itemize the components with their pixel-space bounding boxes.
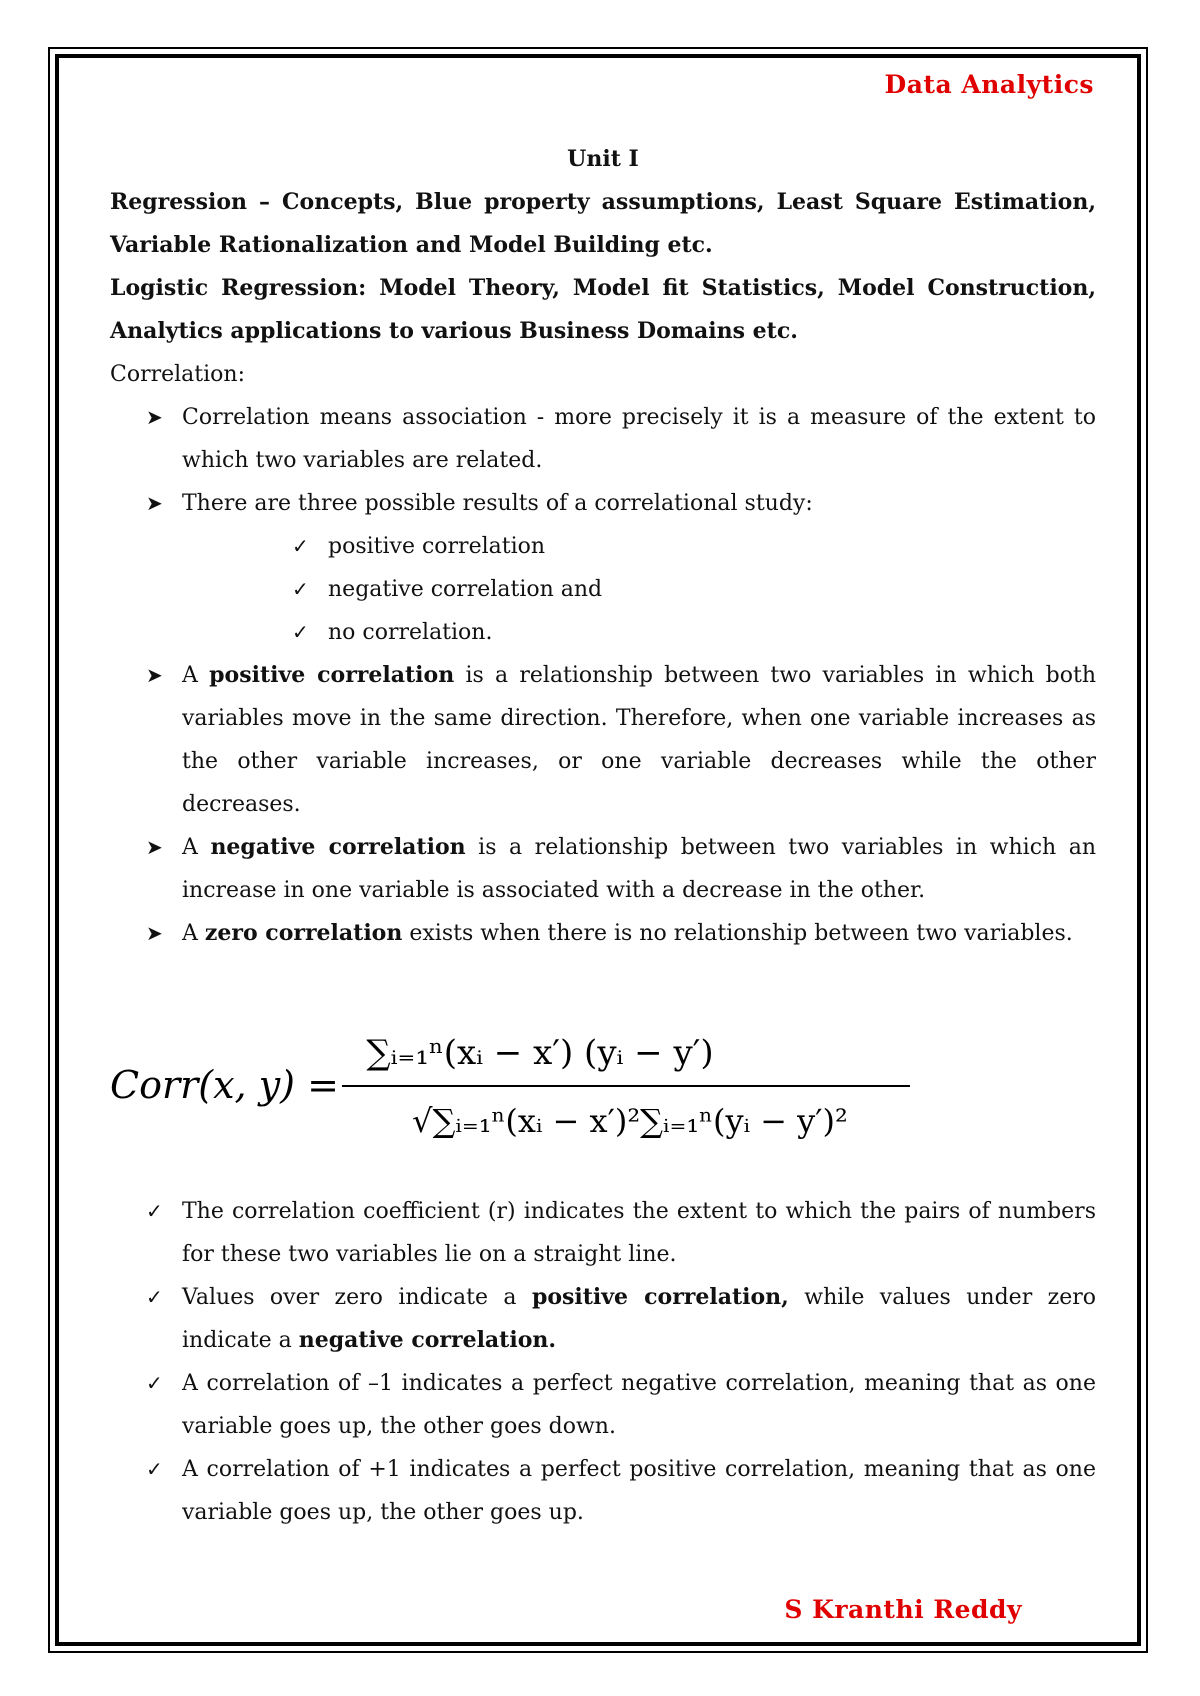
checkmark-icon: ✓ xyxy=(292,534,309,558)
term-positive-correlation: positive correlation xyxy=(209,662,455,688)
sub-bullet-item xyxy=(110,525,1096,568)
note-item xyxy=(110,1190,1096,1276)
notes-section xyxy=(110,1190,1096,1534)
bullet-item xyxy=(110,826,1096,912)
term-positive-correlation: positive correlation, xyxy=(531,1284,789,1310)
note-item xyxy=(110,1448,1096,1534)
sub-bullet-text: positive correlation xyxy=(328,534,546,559)
note-text: A correlation of +1 indicates a perfect positive correlation, meaning that as one variable goes up, the other goes up. xyxy=(182,1457,1096,1525)
bullet-item xyxy=(110,482,1096,525)
term-negative-correlation: negative correlation. xyxy=(298,1327,557,1353)
term-negative-correlation: negative correlation xyxy=(210,834,466,860)
arrow-bullet-icon: ➤ xyxy=(146,405,163,429)
sub-bullet-item xyxy=(110,568,1096,611)
logistic-heading-line2: Analytics applications to various Business Domains etc. xyxy=(110,318,798,344)
checkmark-icon: ✓ xyxy=(292,620,309,644)
checkmark-icon: ✓ xyxy=(146,1457,163,1481)
footer-author: S Kranthi Reddy xyxy=(784,1595,1022,1624)
formula-numerator: ∑ᵢ₌₁ⁿ(xᵢ − x′) (yᵢ − y′) xyxy=(366,1033,714,1073)
sub-bullet-text: no correlation. xyxy=(328,620,493,645)
bullet-item xyxy=(110,396,1096,482)
bullet-text: A positive correlation is a relationship between two variables in which both variables move in the same direction. Therefore, when one variable increases as the other variable increases, or one variable decreases while the other decreases. xyxy=(182,662,1096,817)
correlation-formula xyxy=(110,1010,930,1170)
checkmark-icon: ✓ xyxy=(146,1199,163,1223)
bullet-text: Correlation means association - more precisely it is a measure of the extent to which two variables are related. xyxy=(182,405,1096,473)
formula-lhs: Corr(x, y) = xyxy=(110,1063,339,1107)
logistic-heading-line1: Logistic Regression: Model Theory, Model fit Statistics, Model Construction, xyxy=(110,275,1096,301)
document-body xyxy=(110,138,1096,955)
term-zero-correlation: zero correlation xyxy=(204,920,403,946)
note-text: Values over zero indicate a positive correlation, while values under zero indicate a negative correlation. xyxy=(182,1284,1097,1353)
bullet-item xyxy=(110,912,1096,955)
formula-denominator: √∑ᵢ₌₁ⁿ(xᵢ − x′)²∑ᵢ₌₁ⁿ(yᵢ − y′)² xyxy=(412,1102,848,1140)
bullet-text: There are three possible results of a correlational study: xyxy=(182,491,813,516)
bullet-item xyxy=(110,654,1096,826)
section-label: Correlation: xyxy=(110,362,245,387)
note-text: A correlation of –1 indicates a perfect negative correlation, meaning that as one variable goes up, the other goes down. xyxy=(182,1371,1096,1439)
regression-heading-line2: Variable Rationalization and Model Building etc. xyxy=(110,232,713,258)
arrow-bullet-icon: ➤ xyxy=(146,663,163,687)
bullet-text: A negative correlation is a relationship between two variables in which an increase in one variable is associated with a decrease in the other. xyxy=(182,834,1097,903)
bullet-text: A zero correlation exists when there is no relationship between two variables. xyxy=(182,920,1073,946)
arrow-bullet-icon: ➤ xyxy=(146,491,163,515)
sub-bullet-text: negative correlation and xyxy=(328,577,603,602)
checkmark-icon: ✓ xyxy=(146,1371,163,1395)
note-item xyxy=(110,1362,1096,1448)
arrow-bullet-icon: ➤ xyxy=(146,921,163,945)
checkmark-icon: ✓ xyxy=(146,1285,163,1309)
note-item xyxy=(110,1276,1096,1362)
arrow-bullet-icon: ➤ xyxy=(146,835,163,859)
header-title: Data Analytics xyxy=(884,70,1094,99)
checkmark-icon: ✓ xyxy=(292,577,309,601)
note-text: The correlation coefficient (r) indicates the extent to which the pairs of numbers for these two variables lie on a straight line. xyxy=(182,1199,1096,1267)
sub-bullet-item xyxy=(110,611,1096,654)
formula-graphic xyxy=(110,1010,930,1170)
regression-heading-line1: Regression – Concepts, Blue property assumptions, Least Square Estimation, xyxy=(110,189,1096,215)
unit-title: Unit I xyxy=(567,146,639,172)
